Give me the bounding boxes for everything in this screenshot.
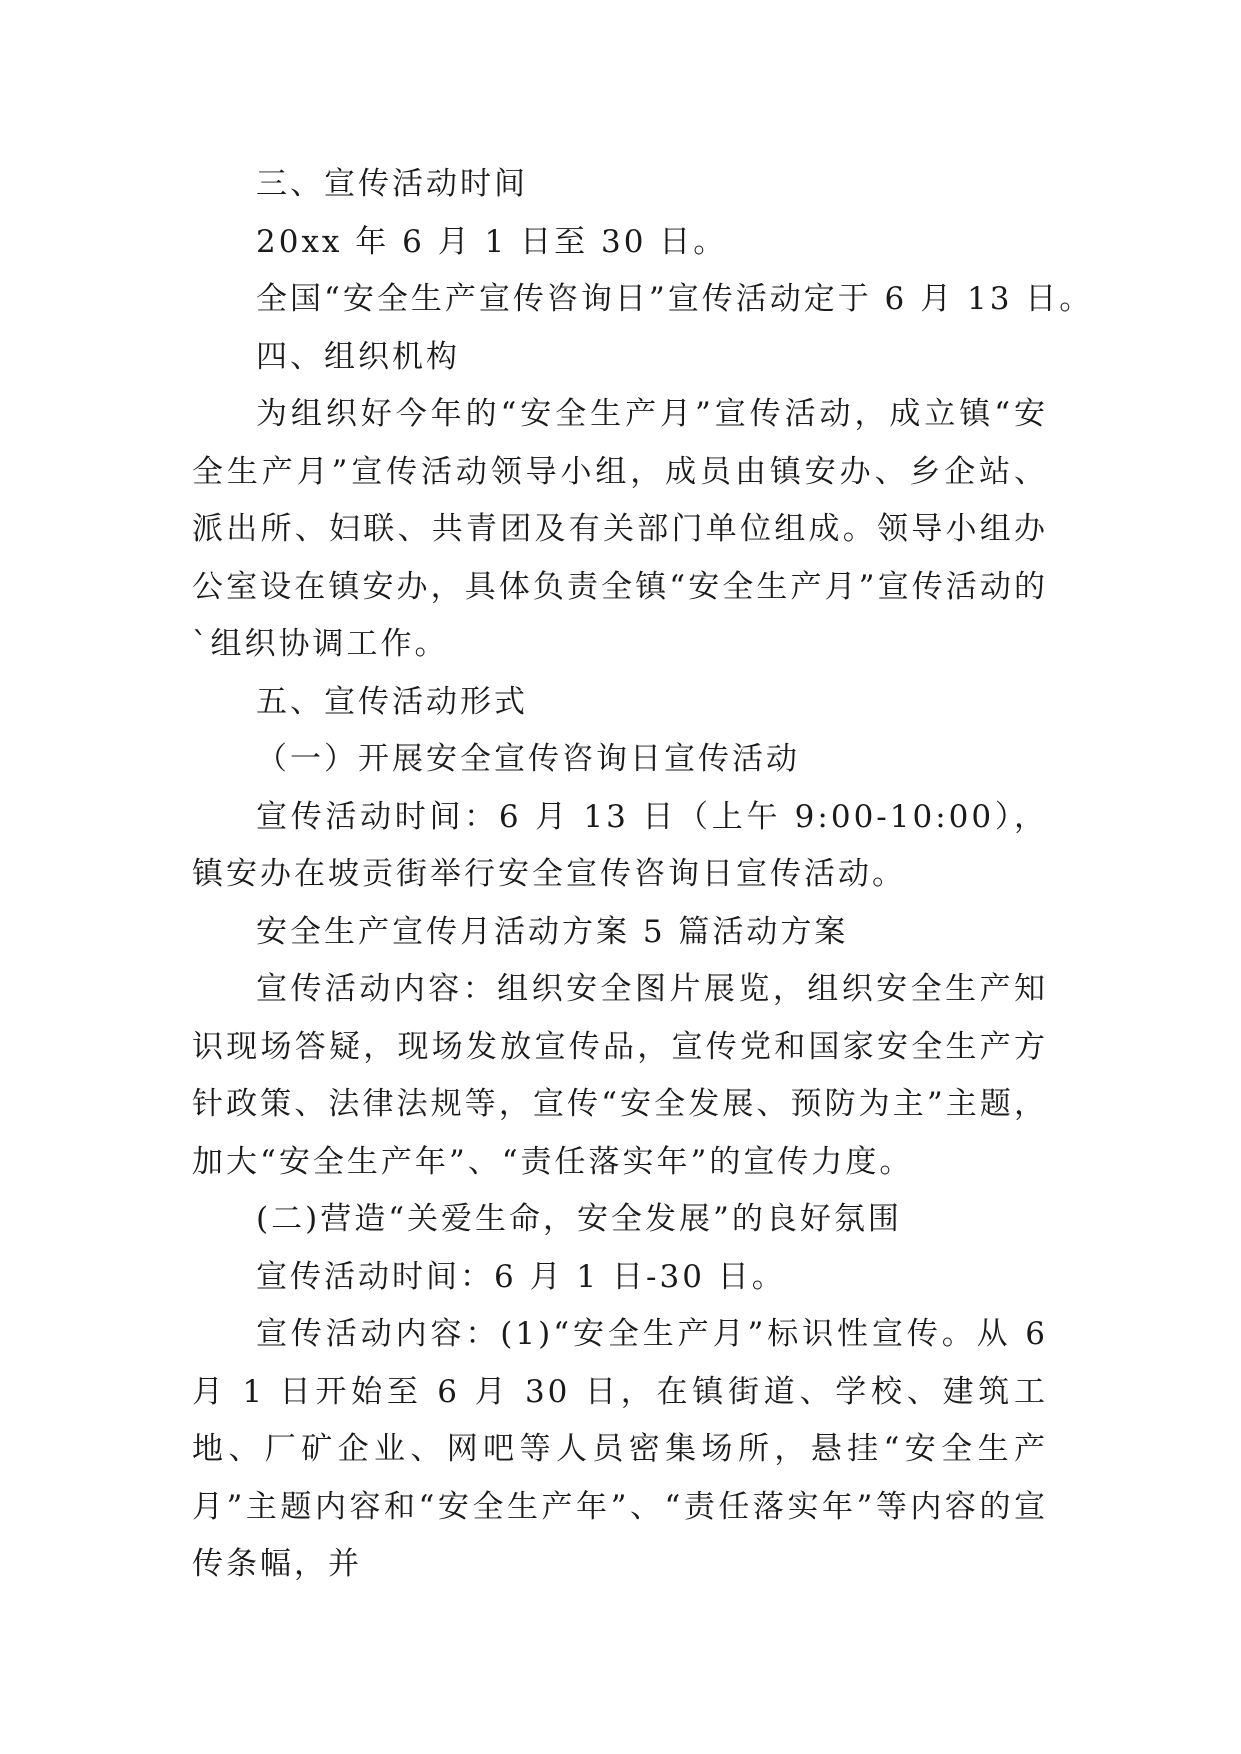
section-heading-organization: 四、组织机构 bbox=[256, 338, 460, 375]
paragraph-month-content: 宣传活动内容：(1)“安全生产月”标识性宣传。从 6 月 1 日开始至 6 月 30 日，在镇街道、学校、建筑工地、厂矿企业、网吧等人员密集场所，悬挂“安全生产月”主题内容和“安全生产年”、“责任落实年”等内容的宣传条幅，并 bbox=[192, 1316, 1048, 1582]
paragraph-month-time: 宣传活动时间：6 月 1 日-30 日。 bbox=[256, 1258, 786, 1295]
subsection-heading-two: (二)营造“关爱生命，安全发展”的良好氛围 bbox=[256, 1201, 902, 1237]
section-heading-time: 三、宣传活动时间 bbox=[256, 166, 528, 202]
subsection-heading-one: （一）开展安全宣传咨询日宣传活动 bbox=[256, 741, 800, 777]
paragraph-date-range: 20xx 年 6 月 1 日至 30 日。 bbox=[256, 223, 728, 260]
section-heading-forms: 五、宣传活动形式 bbox=[256, 683, 528, 720]
paragraph-consult-content: 宣传活动内容：组织安全图片展览，组织安全生产知识现场答疑，现场发放宣传品，宣传党和国家安全生产方针政策、法律法规等，宣传“安全发展、预防为主”主题，加大“安全生产年”、“责任落实年”的宣传力度。 bbox=[192, 971, 1048, 1180]
document-body bbox=[192, 156, 1094, 1594]
paragraph-organization: 为组织好今年的“安全生产月”宣传活动，成立镇“安全生产月”宣传活动领导小组，成员由镇安办、乡企站、派出所、妇联、共青团及有关部门单位组成。领导小组办公室设在镇安办，具体负责全镇“安全生产月”宣传活动的`组织协调工作。 bbox=[192, 396, 1048, 662]
paragraph-plan-title: 安全生产宣传月活动方案 5 篇活动方案 bbox=[256, 913, 849, 950]
paragraph-consult-day: 全国“安全生产宣传咨询日”宣传活动定于 6 月 13 日。 bbox=[256, 281, 1094, 317]
paragraph-consult-time: 宣传活动时间：6 月 13 日（上午 9:00-10:00），镇安办在坡贡街举行安全宣传咨询日宣传活动。 bbox=[192, 798, 1048, 892]
